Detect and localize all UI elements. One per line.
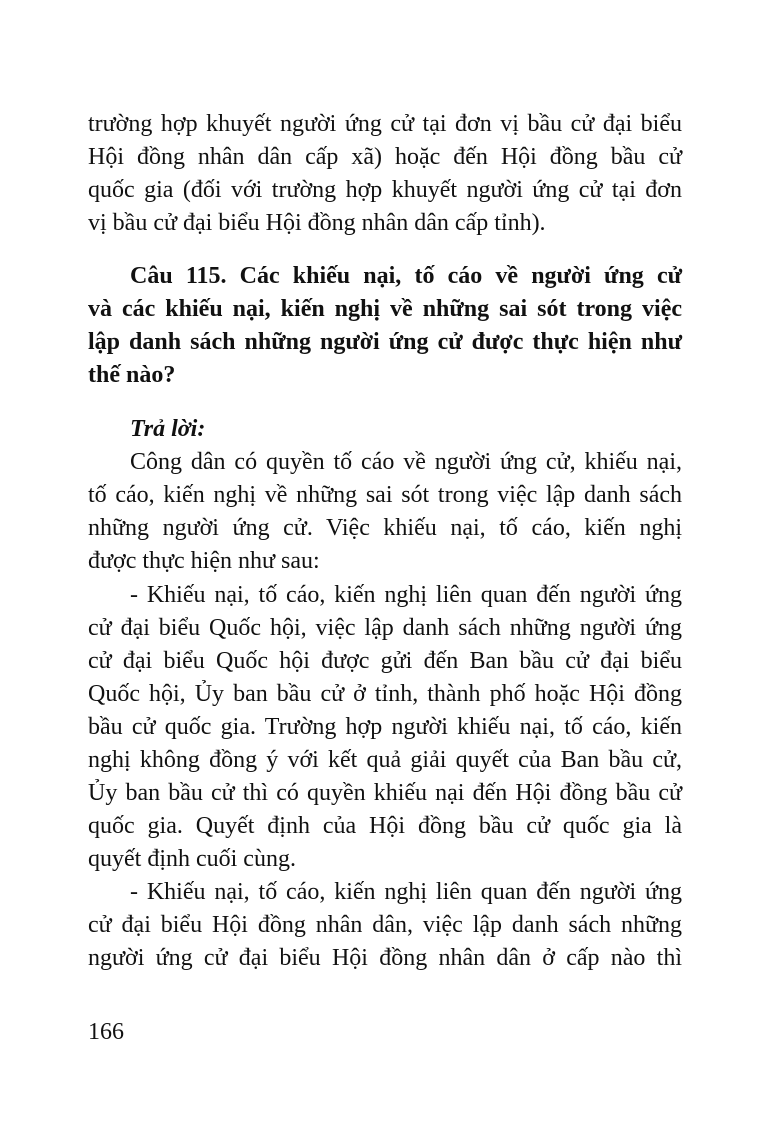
text-line: - Khiếu nại, tố cáo, kiến nghị liên quan đến người ứng: [130, 582, 682, 608]
text-line: nghị không đồng ý với kết quả giải quyết của Ban bầu cử,: [88, 747, 682, 773]
text-line: Ủy ban bầu cử thì có quyền khiếu nại đến Hội đồng bầu cử: [88, 780, 682, 806]
text-line: tố cáo, kiến nghị về những sai sót trong việc lập danh sách: [88, 482, 682, 508]
text-line: Trả lời:: [130, 416, 206, 442]
text-line: bầu cử quốc gia. Trường hợp người khiếu nại, tố cáo, kiến: [88, 714, 682, 740]
text-line: cử đại biểu Quốc hội được gửi đến Ban bầu cử đại biểu: [88, 648, 682, 674]
text-line: được thực hiện như sau:: [88, 548, 320, 574]
text-line: người ứng cử đại biểu Hội đồng nhân dân ở cấp nào thì: [88, 945, 682, 971]
text-line: - Khiếu nại, tố cáo, kiến nghị liên quan đến người ứng: [130, 879, 682, 905]
text-line: Câu 115. Các khiếu nại, tố cáo về người ứng cử: [130, 263, 682, 289]
text-line: và các khiếu nại, kiến nghị về những sai sót trong việc: [88, 296, 682, 322]
text-line: trường hợp khuyết người ứng cử tại đơn vị bầu cử đại biểu: [88, 111, 682, 137]
page-number: 166: [88, 1019, 124, 1045]
text-line: vị bầu cử đại biểu Hội đồng nhân dân cấp tỉnh).: [88, 210, 546, 236]
text-line: quyết định cuối cùng.: [88, 846, 296, 872]
text-line: những người ứng cử. Việc khiếu nại, tố cáo, kiến nghị: [88, 515, 682, 541]
text-line: Quốc hội, Ủy ban bầu cử ở tỉnh, thành phố hoặc Hội đồng: [88, 681, 682, 707]
text-line: thế nào?: [88, 362, 176, 388]
text-line: cử đại biểu Quốc hội, việc lập danh sách những người ứng: [88, 615, 682, 641]
text-line: quốc gia. Quyết định của Hội đồng bầu cử quốc gia là: [88, 813, 682, 839]
text-line: Công dân có quyền tố cáo về người ứng cử, khiếu nại,: [130, 449, 682, 475]
text-line: lập danh sách những người ứng cử được thực hiện như: [88, 329, 682, 355]
text-line: Hội đồng nhân dân cấp xã) hoặc đến Hội đồng bầu cử: [88, 144, 682, 170]
text-line: quốc gia (đối với trường hợp khuyết người ứng cử tại đơn: [88, 177, 682, 203]
text-line: cử đại biểu Hội đồng nhân dân, việc lập danh sách những: [88, 912, 682, 938]
